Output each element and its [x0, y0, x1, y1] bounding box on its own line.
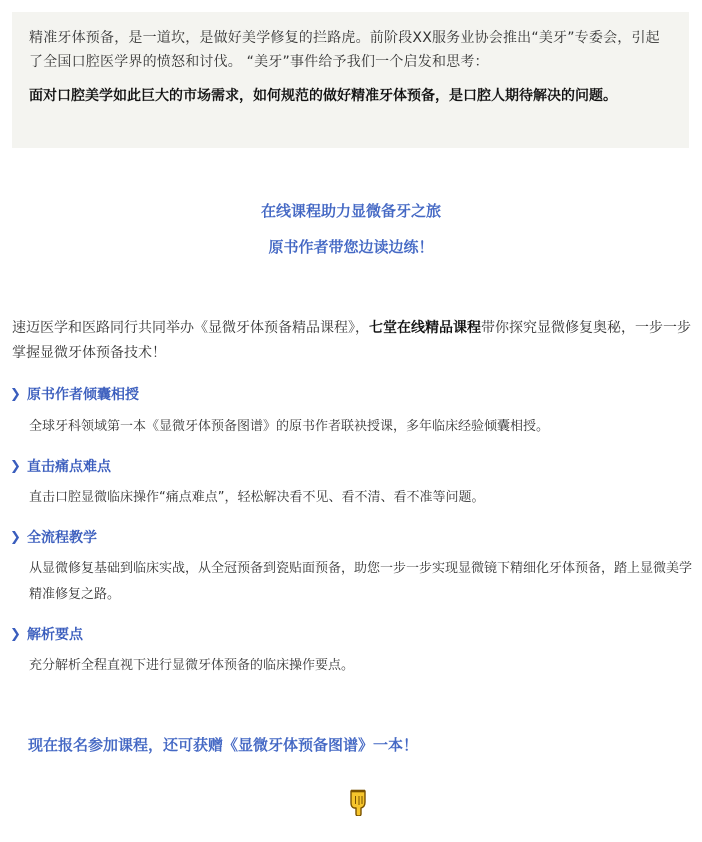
feature-desc-1: 全球牙科领域第一本《显微牙体预备图谱》的原书作者联袂授课，多年临床经验倾囊相授。	[29, 419, 550, 434]
feature-title-3	[10, 526, 97, 548]
feature-title-4	[10, 623, 83, 645]
intro-paragraph: 精准牙体预备，是一道坎，是做好美学修复的拦路虎。前阶段XX服务业协会推出“美牙”专委会，引起了全国口腔医学界的愤怒和讨伐。 “美牙”事件给予我们一个启发和思考：	[29, 30, 660, 70]
intro-quote-box	[12, 12, 689, 148]
course-intro	[12, 316, 692, 366]
chevron-right-icon: ❯	[10, 458, 21, 474]
chevron-right-icon: ❯	[10, 386, 21, 402]
feature-title-text: 解析要点	[27, 627, 83, 643]
headline-line-1: 在线课程助力显微备牙之旅	[260, 202, 441, 220]
feature-title-2	[10, 455, 111, 477]
chevron-right-icon: ❯	[10, 626, 21, 642]
course-intro-highlight: 七堂在线精品课程	[369, 320, 481, 336]
feature-desc-4: 充分解析全程直视下进行显微牙体预备的临床操作要点。	[29, 658, 355, 673]
cta-text: 现在报名参加课程，还可获赠《显微牙体预备图谱》一本！	[28, 736, 419, 754]
headline-line-2: 原书作者带您边读边练！	[268, 238, 434, 256]
feature-title-1	[10, 383, 139, 405]
feature-desc-3: 从显微修复基础到临床实战，从全冠预备到瓷贴面预备，助您一步一步实现显微镜下精细化牙体预备，踏上显微美学精准修复之路。	[29, 561, 693, 602]
feature-title-text: 全流程教学	[27, 530, 97, 546]
feature-title-text: 原书作者倾囊相授	[27, 387, 139, 403]
chevron-right-icon: ❯	[10, 529, 21, 545]
course-intro-text-end: 带你探究显微修复奥秘，一步一步掌握显微牙体预备技术！	[12, 320, 691, 361]
course-intro-text: 速迈医学和医路同行共同举办《显微牙体预备精品课程》，	[12, 320, 369, 336]
feature-desc-2: 直击口腔显微临床操作“痛点难点”，轻松解决看不见、看不清、看不准等问题。	[29, 490, 485, 505]
intro-question: 面对口腔美学如此巨大的市场需求，如何规范的做好精准牙体预备，是口腔人期待解决的问题。	[29, 88, 617, 104]
feature-title-text: 直击痛点难点	[27, 459, 111, 475]
hand-pointing-down-icon	[348, 788, 370, 816]
